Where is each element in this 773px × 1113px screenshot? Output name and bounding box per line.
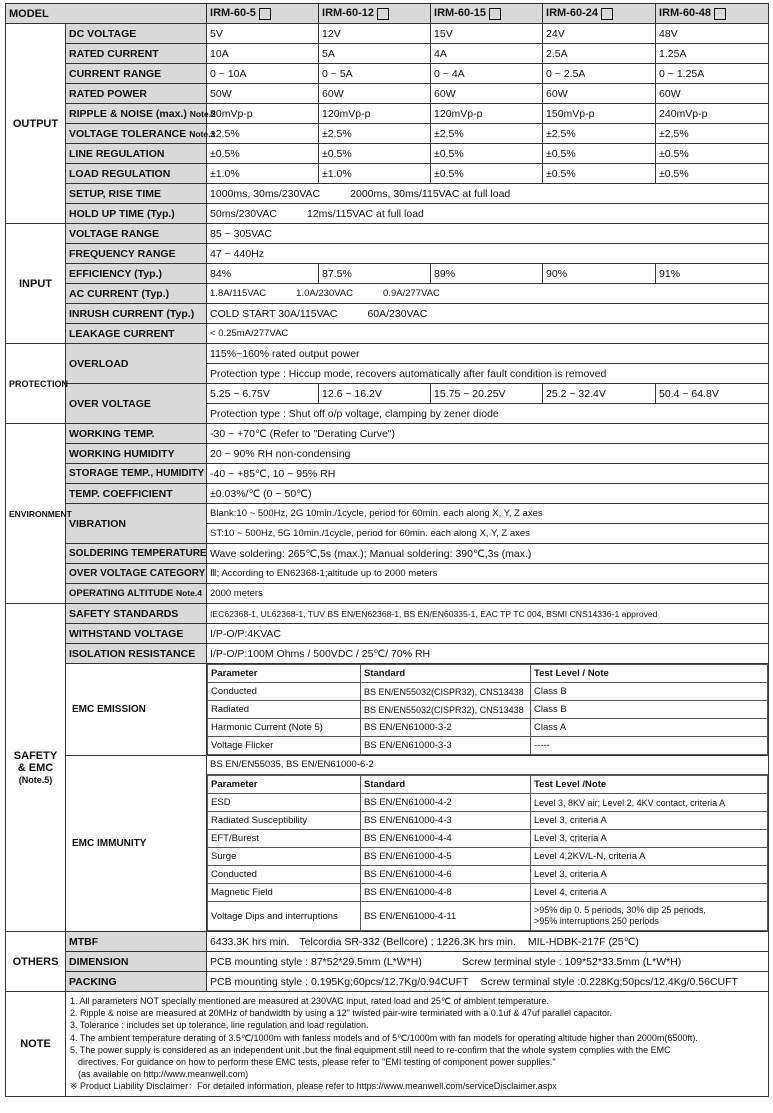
row-label: VOLTAGE TOLERANCE Note.3 bbox=[66, 124, 207, 144]
section-safety: SAFETY & EMC (Note.5) bbox=[6, 604, 66, 932]
table-row bbox=[6, 224, 769, 244]
table-row bbox=[6, 264, 769, 284]
table-row bbox=[6, 932, 769, 952]
cell-value: 25.2 ~ 32.4V bbox=[543, 384, 656, 404]
cell-value: ±1.0% bbox=[319, 164, 431, 184]
note-line: 5. The power supply is considered as an independent unit ,but the final equipment still need to re-confirm that the whole system complies with the EMC bbox=[70, 1044, 671, 1055]
row-label: DIMENSION bbox=[66, 952, 207, 972]
cell-value: 1000ms, 30ms/230VAC 2000ms, 30ms/115VAC at full load bbox=[207, 184, 769, 204]
cell-value: Level 4, criteria A bbox=[531, 884, 768, 902]
cell-value: Protection type : Hiccup mode, recovers automatically after fault condition is removed bbox=[207, 364, 769, 384]
row-label: CURRENT RANGE bbox=[66, 64, 207, 84]
note-line: directives. For guidance on how to perform these EMC tests, please refer to "EMI testing of component power supplies." bbox=[78, 1057, 556, 1068]
note-ref: Note.2 bbox=[189, 108, 216, 119]
cell-value: Level 4,2KV/L-N, criteria A bbox=[531, 848, 768, 866]
table-row bbox=[6, 64, 769, 84]
table-row bbox=[6, 144, 769, 164]
cell-value: 120mVp-p bbox=[431, 104, 543, 124]
cell-value: 12.6 ~ 16.2V bbox=[319, 384, 431, 404]
cell-value: ----- bbox=[531, 737, 768, 755]
cell-value: EFT/Burest bbox=[208, 830, 361, 848]
table-row bbox=[6, 244, 769, 264]
cell-value: Magnetic Field bbox=[208, 884, 361, 902]
section-others: OTHERS bbox=[6, 932, 66, 992]
cell-value: BS EN/EN61000-4-2 bbox=[361, 794, 531, 812]
cell-value: 50W bbox=[207, 84, 319, 104]
row-label: RATED POWER bbox=[66, 84, 207, 104]
row-label: SOLDERING TEMPERATURE bbox=[66, 544, 207, 564]
cell-value: 1.25A bbox=[656, 44, 769, 64]
cell-value: 48V bbox=[656, 24, 769, 44]
table-row bbox=[6, 324, 769, 344]
cell-value: Harmonic Current (Note 5) bbox=[208, 719, 361, 737]
cell-value: 15V bbox=[431, 24, 543, 44]
cell-value: ±0.5% bbox=[431, 164, 543, 184]
cell-value: Voltage Dips and interruptions bbox=[208, 902, 361, 931]
cell-value: 12V bbox=[319, 24, 431, 44]
notes-block bbox=[66, 992, 769, 1097]
model-name: IRM-60-12 bbox=[319, 4, 431, 24]
immunity-subtable bbox=[207, 775, 768, 931]
row-label: RATED CURRENT bbox=[66, 44, 207, 64]
row-label: WORKING HUMIDITY bbox=[66, 444, 207, 464]
cell-value: 150mVp-p bbox=[543, 104, 656, 124]
cell-value: COLD START 30A/115VAC 60A/230VAC bbox=[207, 304, 769, 324]
table-row bbox=[6, 344, 769, 364]
section-environment: ENVIRONMENT bbox=[6, 424, 66, 604]
cell-value: Class B bbox=[531, 701, 768, 719]
cell-value: Radiated Susceptibility bbox=[208, 812, 361, 830]
row-label: VOLTAGE RANGE bbox=[66, 224, 207, 244]
cell-value: ±1.0% bbox=[207, 164, 319, 184]
cell-value: BS EN/EN61000-3-3 bbox=[361, 737, 531, 755]
table-row bbox=[6, 184, 769, 204]
table-row bbox=[6, 972, 769, 992]
table-row bbox=[6, 124, 769, 144]
cell-value: 60W bbox=[431, 84, 543, 104]
row-label: MTBF bbox=[66, 932, 207, 952]
cell-value: Blank:10 ~ 500Hz, 2G 10min./1cycle, period for 60min. each along X, Y, Z axes bbox=[207, 504, 769, 524]
cell-value: ±0.5% bbox=[543, 164, 656, 184]
table-row bbox=[6, 564, 769, 584]
cell-value: 5.25 ~ 6.75V bbox=[207, 384, 319, 404]
row-label: ISOLATION RESISTANCE bbox=[66, 644, 207, 664]
cell-value: >95% dip 0. 5 periods, 30% dip 25 periods, >95% interruptions 250 periods bbox=[531, 902, 768, 931]
section-output: OUTPUT bbox=[6, 24, 66, 224]
emission-subtable bbox=[207, 664, 768, 755]
cell-value: Class B bbox=[531, 683, 768, 701]
row-label: SAFETY STANDARDS bbox=[66, 604, 207, 624]
cell-value: 47 ~ 440Hz bbox=[207, 244, 769, 264]
table-row bbox=[6, 444, 769, 464]
cell-value: Level 3, criteria A bbox=[531, 812, 768, 830]
cell-value: BS EN/EN61000-4-5 bbox=[361, 848, 531, 866]
table-row bbox=[6, 644, 769, 664]
row-label: LOAD REGULATION bbox=[66, 164, 207, 184]
section-input: INPUT bbox=[6, 224, 66, 344]
cell-value: 15.75 ~ 20.25V bbox=[431, 384, 543, 404]
table-row bbox=[208, 866, 768, 884]
table-row bbox=[6, 304, 769, 324]
table-row bbox=[208, 683, 768, 701]
cell-value: I/P-O/P:100M Ohms / 500VDC / 25℃/ 70% RH bbox=[207, 644, 769, 664]
cell-value: 2.5A bbox=[543, 44, 656, 64]
cell-value: BS EN/EN55032(CISPR32), CNS13438 bbox=[361, 683, 531, 701]
row-label: RIPPLE & NOISE (max.) Note.2 bbox=[66, 104, 207, 124]
row-label: PACKING bbox=[66, 972, 207, 992]
cell-value: ±2.5% bbox=[656, 124, 769, 144]
table-row bbox=[6, 624, 769, 644]
cell-value: 0 ~ 2.5A bbox=[543, 64, 656, 84]
cell-value: Wave soldering: 265℃,5s (max.); Manual soldering: 390℃,3s (max.) bbox=[207, 544, 769, 564]
cell-value: 115%~160% rated output power bbox=[207, 344, 769, 364]
cell-value: ±2.5% bbox=[431, 124, 543, 144]
cell-value: BS EN/EN55032(CISPR32), CNS13438 bbox=[361, 701, 531, 719]
cell-value: 240mVp-p bbox=[656, 104, 769, 124]
table-row bbox=[6, 24, 769, 44]
table-row bbox=[6, 204, 769, 224]
note-line: (as available on http://www.meanwell.com) bbox=[78, 1069, 249, 1080]
table-row bbox=[208, 701, 768, 719]
table-row bbox=[6, 284, 769, 304]
immunity-intro: BS EN/EN55035, BS EN/EN61000-6-2 bbox=[207, 756, 768, 775]
note-ref: Note.3 bbox=[189, 128, 216, 139]
model-name: IRM-60-5 bbox=[207, 4, 319, 24]
table-row bbox=[6, 484, 769, 504]
row-label: TEMP. COEFFICIENT bbox=[66, 484, 207, 504]
table-row bbox=[6, 756, 769, 932]
cell-value: ±0.5% bbox=[543, 144, 656, 164]
cell-value: 84% bbox=[207, 264, 319, 284]
cell-value: 5A bbox=[319, 44, 431, 64]
table-row bbox=[6, 44, 769, 64]
cell-value: Level 3, criteria A bbox=[531, 866, 768, 884]
column-header: Standard bbox=[361, 776, 531, 794]
table-row bbox=[208, 794, 768, 812]
cell-value: 60W bbox=[656, 84, 769, 104]
row-label: STORAGE TEMP., HUMIDITY bbox=[66, 464, 207, 484]
row-label: WORKING TEMP. bbox=[66, 424, 207, 444]
table-row bbox=[208, 848, 768, 866]
cell-value: 10A bbox=[207, 44, 319, 64]
model-header-row bbox=[6, 4, 769, 24]
note-line: 3. Tolerance : includes set up tolerance, line regulation and load regulation. bbox=[70, 1020, 369, 1031]
cell-value: IEC62368-1, UL62368-1, TUV BS EN/EN62368-1, BS EN/EN60335-1, EAC TP TC 004, BSMI CNS14336-1 approved bbox=[207, 604, 769, 624]
row-label: LEAKAGE CURRENT bbox=[66, 324, 207, 344]
row-label: OVERLOAD bbox=[66, 344, 207, 384]
cell-value: Protection type : Shut off o/p voltage, clamping by zener diode bbox=[207, 404, 769, 424]
cell-value: 0 ~ 10A bbox=[207, 64, 319, 84]
cell-value: PCB mounting style : 87*52*29.5mm (L*W*H) Screw terminal style : 109*52*33.5mm (L*W*H) bbox=[207, 952, 769, 972]
column-header: Parameter bbox=[208, 776, 361, 794]
cell-value: 0 ~ 5A bbox=[319, 64, 431, 84]
cell-value: BS EN/EN61000-4-3 bbox=[361, 812, 531, 830]
emc-immunity-table bbox=[207, 756, 769, 932]
row-label: DC VOLTAGE bbox=[66, 24, 207, 44]
row-label: AC CURRENT (Typ.) bbox=[66, 284, 207, 304]
checkbox-icon bbox=[714, 8, 726, 20]
column-header: Test Level /Note bbox=[531, 776, 768, 794]
model-name: IRM-60-48 bbox=[656, 4, 769, 24]
cell-value: Ⅲ; According to EN62368-1;altitude up to 2000 meters bbox=[207, 564, 769, 584]
cell-value: Level 3, 8KV air; Level 2, 4KV contact, criteria A bbox=[531, 794, 768, 812]
cell-value: ±0.5% bbox=[207, 144, 319, 164]
model-name: IRM-60-24 bbox=[543, 4, 656, 24]
column-header: Parameter bbox=[208, 665, 361, 683]
model-name: IRM-60-15 bbox=[431, 4, 543, 24]
cell-value: 50ms/230VAC 12ms/115VAC at full load bbox=[207, 204, 769, 224]
cell-value: ±0.5% bbox=[656, 144, 769, 164]
table-row bbox=[208, 812, 768, 830]
checkbox-icon bbox=[377, 8, 389, 20]
cell-value: 20 ~ 90% RH non-condensing bbox=[207, 444, 769, 464]
cell-value: 60W bbox=[543, 84, 656, 104]
cell-value: BS EN/EN61000-4-11 bbox=[361, 902, 531, 931]
row-label: OPERATING ALTITUDE Note.4 bbox=[66, 584, 207, 604]
checkbox-icon bbox=[601, 8, 613, 20]
cell-value: 89% bbox=[431, 264, 543, 284]
cell-value: Conducted bbox=[208, 866, 361, 884]
cell-value: BS EN/EN61000-3-2 bbox=[361, 719, 531, 737]
note-line: 1. All parameters NOT specially mentioned are measured at 230VAC input, rated load and 25℃ of ambient temperature. bbox=[70, 996, 550, 1006]
row-label: OVER VOLTAGE bbox=[66, 384, 207, 424]
cell-value: I/P-O/P:4KVAC bbox=[207, 624, 769, 644]
cell-value: 0 ~ 1.25A bbox=[656, 64, 769, 84]
cell-value: Voltage Flicker bbox=[208, 737, 361, 755]
cell-value: 0 ~ 4A bbox=[431, 64, 543, 84]
note-ref: Note.4 bbox=[175, 588, 202, 598]
row-label: VIBRATION bbox=[66, 504, 207, 544]
row-label: SETUP, RISE TIME bbox=[66, 184, 207, 204]
row-label: EMC EMISSION bbox=[66, 664, 207, 756]
checkbox-icon bbox=[489, 8, 501, 20]
column-header: Test Level / Note bbox=[531, 665, 768, 683]
cell-value: 5V bbox=[207, 24, 319, 44]
section-note: NOTE bbox=[6, 992, 66, 1097]
row-label: WITHSTAND VOLTAGE bbox=[66, 624, 207, 644]
cell-value: 60W bbox=[319, 84, 431, 104]
cell-value: 4A bbox=[431, 44, 543, 64]
model-label: MODEL bbox=[6, 4, 207, 24]
table-row bbox=[208, 830, 768, 848]
cell-value: 80mVp-p bbox=[207, 104, 319, 124]
table-row bbox=[6, 84, 769, 104]
cell-value: < 0.25mA/277VAC bbox=[207, 324, 769, 344]
cell-value: BS EN/EN61000-4-6 bbox=[361, 866, 531, 884]
table-row bbox=[6, 504, 769, 524]
table-row bbox=[6, 952, 769, 972]
table-row bbox=[6, 424, 769, 444]
row-label: INRUSH CURRENT (Typ.) bbox=[66, 304, 207, 324]
table-row bbox=[6, 992, 769, 1097]
cell-value: 6433.3K hrs min. Telcordia SR-332 (Bellcore) ; 1226.3K hrs min. MIL-HDBK-217F (25℃) bbox=[207, 932, 769, 952]
row-label: HOLD UP TIME (Typ.) bbox=[66, 204, 207, 224]
spec-table bbox=[5, 3, 769, 1097]
cell-value: BS EN/EN61000-4-4 bbox=[361, 830, 531, 848]
table-row bbox=[208, 719, 768, 737]
cell-value: ESD bbox=[208, 794, 361, 812]
row-label: EFFICIENCY (Typ.) bbox=[66, 264, 207, 284]
cell-value: 50.4 ~ 64.8V bbox=[656, 384, 769, 404]
table-row bbox=[6, 464, 769, 484]
cell-value: 2000 meters bbox=[207, 584, 769, 604]
cell-value: Class A bbox=[531, 719, 768, 737]
table-row bbox=[6, 604, 769, 624]
cell-value: 1.8A/115VAC 1.0A/230VAC 0.9A/277VAC bbox=[207, 284, 769, 304]
table-row bbox=[6, 384, 769, 404]
cell-value: ±0.5% bbox=[431, 144, 543, 164]
row-label: FREQUENCY RANGE bbox=[66, 244, 207, 264]
note-line: 2. Ripple & noise are measured at 20MHz of bandwidth by using a 12" twisted pair-wire terminated with a 0.1uf & 47uf parallel capacitor. bbox=[70, 1008, 612, 1019]
emc-emission-table bbox=[207, 664, 769, 756]
table-row bbox=[6, 584, 769, 604]
cell-value: ±0.5% bbox=[319, 144, 431, 164]
cell-value: ST:10 ~ 500Hz, 5G 10min./1cycle, period for 60min. each along X, Y, Z axes bbox=[207, 524, 769, 544]
row-label: EMC IMMUNITY bbox=[66, 756, 207, 932]
cell-value: PCB mounting style : 0.195Kg;60pcs/12.7Kg/0.94CUFT Screw terminal style :0.228Kg;50pcs/12.4Kg/0.56CUFT bbox=[207, 972, 769, 992]
cell-value: 91% bbox=[656, 264, 769, 284]
cell-value: ±2.5% bbox=[207, 124, 319, 144]
table-row bbox=[6, 544, 769, 564]
table-row bbox=[6, 164, 769, 184]
row-label: LINE REGULATION bbox=[66, 144, 207, 164]
section-protection: PROTECTION bbox=[6, 344, 66, 424]
cell-value: -30 ~ +70℃ (Refer to "Derating Curve") bbox=[207, 424, 769, 444]
cell-value: ±2.5% bbox=[319, 124, 431, 144]
cell-value: Conducted bbox=[208, 683, 361, 701]
cell-value: 120mVp-p bbox=[319, 104, 431, 124]
note-line: ※ Product Liability Disclaimer：For detailed information, please refer to https://www.meanwell.com/serviceDisclaimer.aspx bbox=[70, 1081, 557, 1092]
cell-value: 87.5% bbox=[319, 264, 431, 284]
column-header: Standard bbox=[361, 665, 531, 683]
note-line: 4. The ambient temperature derating of 3.5℃/1000m with fanless models and of 5℃/1000m with fan models for operating altitude higher than 2000m(6500ft). bbox=[70, 1032, 698, 1043]
table-row bbox=[208, 884, 768, 902]
cell-value: Radiated bbox=[208, 701, 361, 719]
cell-value: Level 3, criteria A bbox=[531, 830, 768, 848]
cell-value: Surge bbox=[208, 848, 361, 866]
row-label: OVER VOLTAGE CATEGORY bbox=[66, 564, 207, 584]
cell-value: ±0.03%/℃ (0 ~ 50℃) bbox=[207, 484, 769, 504]
table-row bbox=[208, 737, 768, 755]
cell-value: -40 ~ +85℃, 10 ~ 95% RH bbox=[207, 464, 769, 484]
table-row bbox=[6, 104, 769, 124]
cell-value: ±2.5% bbox=[543, 124, 656, 144]
table-row bbox=[6, 664, 769, 756]
table-row bbox=[208, 902, 768, 931]
cell-value: BS EN/EN61000-4-8 bbox=[361, 884, 531, 902]
cell-value: 85 ~ 305VAC bbox=[207, 224, 769, 244]
cell-value: 90% bbox=[543, 264, 656, 284]
checkbox-icon bbox=[259, 8, 271, 20]
cell-value: 24V bbox=[543, 24, 656, 44]
cell-value: ±0.5% bbox=[656, 164, 769, 184]
